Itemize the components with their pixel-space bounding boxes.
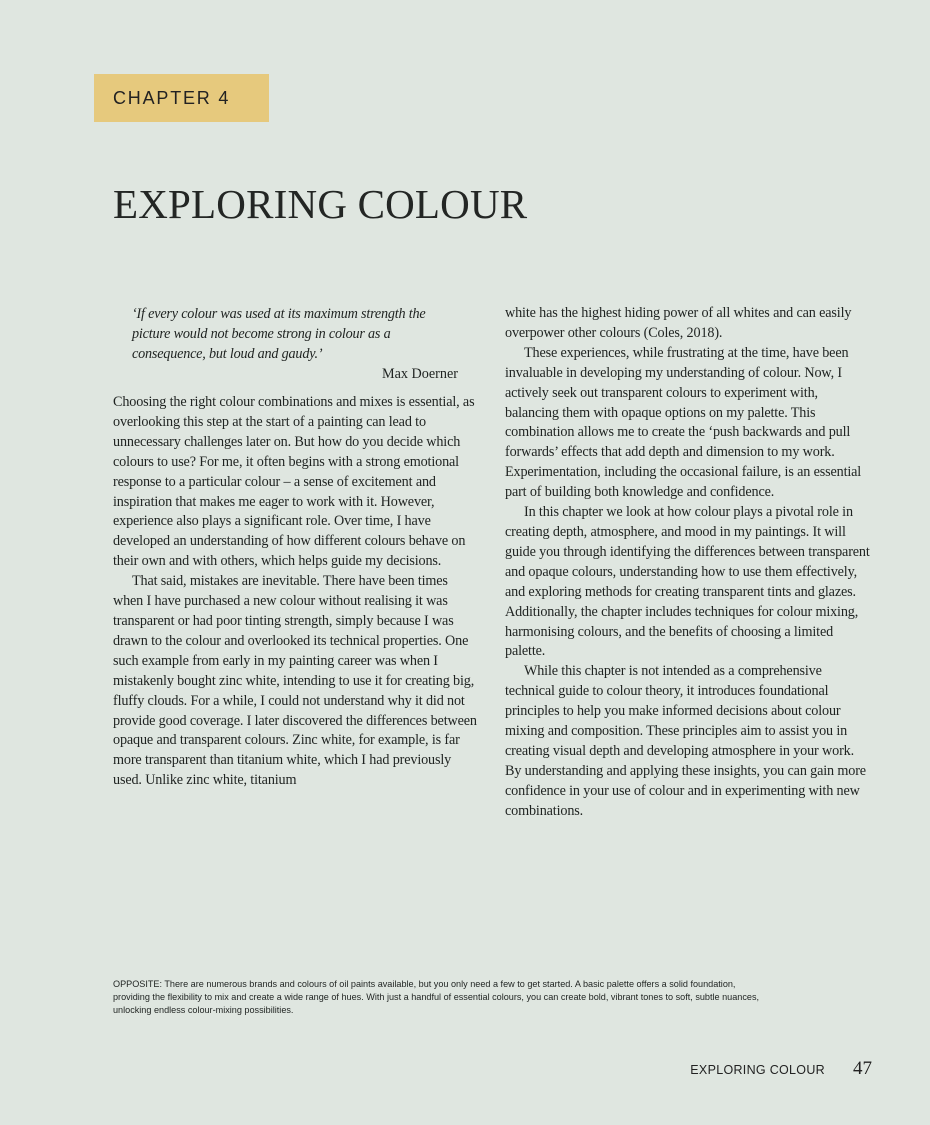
right-paragraph-4: While this chapter is not intended as a comprehensive technical guide to colour theory, it introduces foundational principles to help you make informed decisions about colour mixing and composition. These principles aim to assist you in creating visual depth and developing atmosphere in your work. By understanding and applying these insights, you can gain more confidence in your use of colour and in experimenting with new combinations. — [505, 663, 866, 819]
right-column — [505, 304, 873, 822]
quote-author: Max Doerner — [381, 366, 458, 382]
left-paragraph-2: That said, mistakes are inevitable. There have been times when I have purchased a new colour without realising it was transparent or had poor tinting strength, simply because I was drawn to the colour and overlooked its technical properties. One such example from early in my painting career was when I mistakenly bought zinc white, intending to use it for creating big, fluffy clouds. For a while, I could not understand why it did not provide good coverage. I later discovered the differences between opaque and transparent colours. Zinc white, for example, is far more transparent than titanium white, which I had previously used. Unlike zinc white, titanium — [113, 573, 477, 789]
left-paragraph-1: Choosing the right colour combinations and mixes is essential, as overlooking this step at the start of a painting can lead to unnecessary challenges later on. But how do you decide which colours to use? For me, it often begins with a strong emotional response to a particular colour – a sense of excitement and inspiration that makes me eager to work with it. However, experience also plays a significant role. Over time, I have developed an understanding of how different colours behave on their own and with others, which helps guide my decisions. — [113, 394, 475, 570]
page-number: 47 — [853, 1058, 872, 1079]
epigraph-quote — [132, 304, 458, 384]
running-title: EXPLORING COLOUR — [690, 1063, 825, 1077]
quote-text: ‘If every colour was used at its maximum strength the picture would not become strong in colour as a consequence, but loud and gaudy.’ — [132, 306, 426, 362]
page-title: EXPLORING COLOUR — [113, 181, 528, 227]
right-paragraph-3: In this chapter we look at how colour plays a pivotal role in creating depth, atmosphere, and mood in my paintings. It will guide you through identifying the differences between transparent and opaque colours, understanding how to use them effectively, and exploring methods for creating transparent tints and glazes. Additionally, the chapter includes techniques for colour mixing, harmonising colours, and the benefits of choosing a limited palette. — [505, 504, 870, 660]
page-footer — [690, 1058, 872, 1080]
left-column — [113, 304, 478, 791]
right-paragraph-1: white has the highest hiding power of all whites and can easily overpower other colours (Coles, 2018). — [505, 305, 852, 341]
photo-caption: OPPOSITE: There are numerous brands and colours of oil paints available, but you only need a few to get started. A basic palette offers a solid foundation, providing the flexibility to mix and create a wide range of hues. With just a handful of essential colours, you can create bold, vibrant tones to soft, subtle nuances, unlocking endless colour-mixing possibilities. — [113, 979, 760, 1015]
right-paragraph-2: These experiences, while frustrating at the time, have been invaluable in developing my understanding of colour. Now, I actively seek out transparent colours to experiment with, balancing them with opaque options on my palette. This combination allows me to create the ‘push backwards and pull forwards’ effects that add depth and dimension to my work. Experimentation, including the occasional failure, is an essential part of building both knowledge and confidence. — [505, 344, 862, 501]
chapter-tag: CHAPTER 4 — [94, 74, 269, 122]
